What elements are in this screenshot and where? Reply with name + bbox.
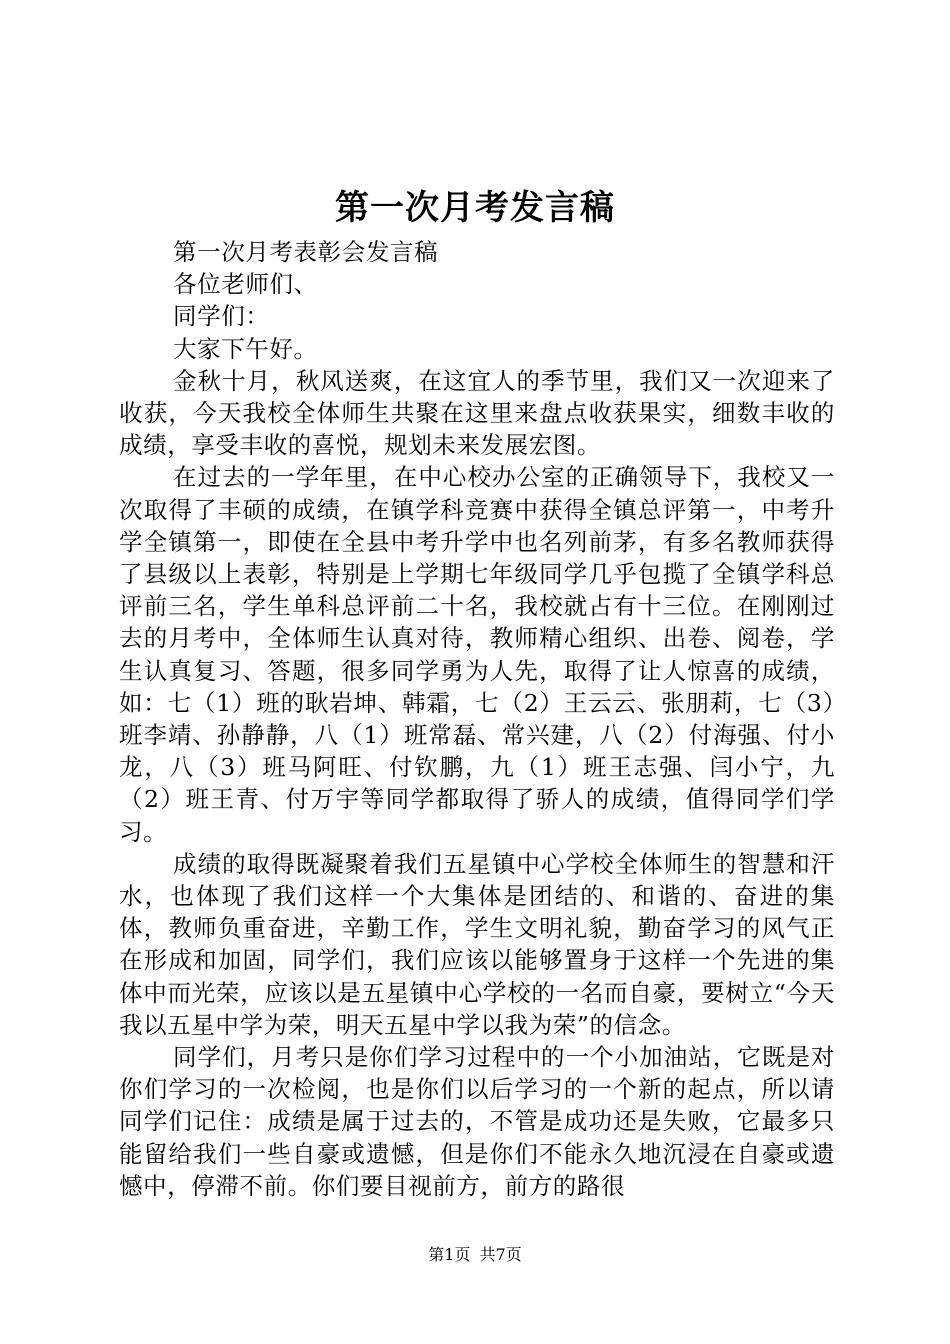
page-number-total: 共7页	[479, 1245, 522, 1264]
paragraph-salutation-teachers: 各位老师们、	[173, 270, 318, 299]
paragraph-body-2: 在过去的一学年里，在中心校办公室的正确领导下，我校又一次取得了丰硕的成绩，在镇学科竞赛中获得全镇总评第一，中考升学全镇第一，即使在全县中考升学中也名列前茅，有多名教师获得了县级以上表彰，特别是上学期七年级同学几乎包揽了全镇学科总评前三名，学生单科总评前二十名，我校就占有十三位。在刚刚过去的月考中，全体师生认真对待，教师精心组织、出卷、阅卷，学生认真复习、答题，很多同学勇为人先，取得了让人惊喜的成绩，如：七（1）班的耿岩坤、韩霜，七（2）王云云、张朋莉，七（3）班李靖、孙静静，八（1）班常磊、常兴建，八（2）付海强、付小龙，八（3）班马阿旺、付钦鹏，九（1）班王志强、闫小宁，九（2）班王青、付万宇等同学都取得了骄人的成绩，值得同学们学习。	[119, 463, 835, 846]
paragraph-body-1: 金秋十月，秋风送爽，在这宜人的季节里，我们又一次迎来了收获，今天我校全体师生共聚在这里来盘点收获果实，细数丰收的成绩，享受丰收的喜悦，规划未来发展宏图。	[119, 366, 835, 460]
paragraph-greeting: 大家下午好。	[173, 334, 318, 363]
paragraph-salutation-students: 同学们：	[173, 302, 270, 331]
document-title: 第一次月考发言稿	[335, 188, 615, 228]
paragraph-subtitle: 第一次月考表彰会发言稿	[173, 238, 439, 266]
page-footer	[0, 1244, 950, 1266]
document-body	[119, 236, 835, 1202]
paragraph-body-4: 同学们，月考只是你们学习过程中的一个小加油站，它既是对你们学习的一次检阅，也是你们以后学习的一个新的起点，所以请同学们记住：成绩是属于过去的，不管是成功还是失败，它最多只能留给我们一些自豪或遗憾，但是你们不能永久地沉浸在自豪或遗憾中，停滞不前。你们要目视前方，前方的路很	[119, 1043, 835, 1200]
paragraph-body-3: 成绩的取得既凝聚着我们五星镇中心学校全体师生的智慧和汗水，也体现了我们这样一个大集体是团结的、和谐的、奋进的集体，教师负重奋进，辛勤工作，学生文明礼貌，勤奋学习的风气正在形成和加固，同学们，我们应该以能够置身于这样一个先进的集体中而光荣，应该以是五星镇中心学校的一名而自豪，要树立“今天我以五星中学为荣，明天五星中学以我为荣”的信念。	[119, 849, 835, 1039]
page-number-current: 第1页	[428, 1245, 471, 1264]
